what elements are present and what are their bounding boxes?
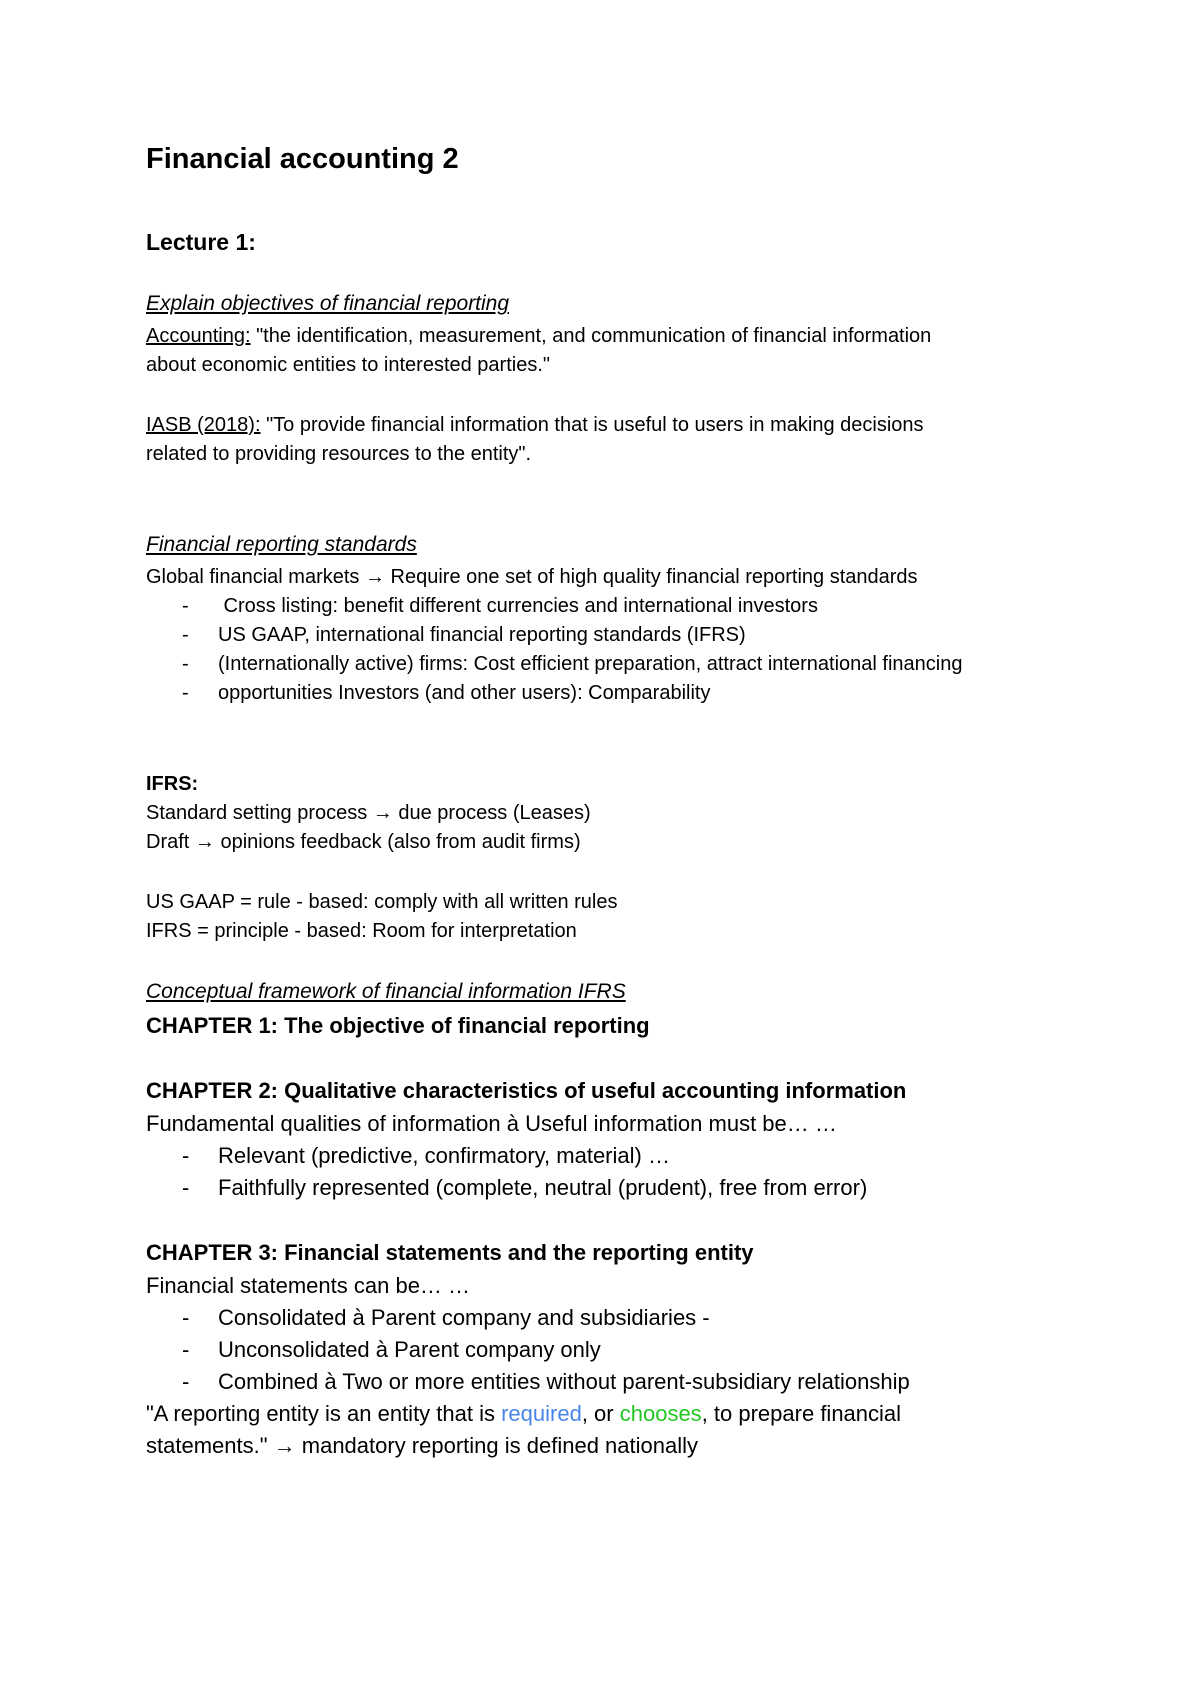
iasb-label: IASB (2018): (146, 414, 261, 436)
list-item-text: US GAAP, international financial reporting standards (IFRS) (218, 624, 746, 646)
framework-heading: Conceptual framework of financial information IFRS (146, 980, 626, 1003)
accounting-label: Accounting: (146, 325, 251, 347)
chapter-2-heading: CHAPTER 2: Qualitative characteristics of useful accounting information (146, 1078, 907, 1103)
quote-text: , to prepare financial (701, 1401, 902, 1426)
ifrs-line: IFRS = principle - based: Room for interpretation (146, 920, 577, 942)
chapter-2-intro: Fundamental qualities of information à Useful information must be… … (146, 1111, 837, 1136)
iasb-definition (146, 411, 924, 440)
list-item-text: Relevant (predictive, confirmatory, material) … (218, 1143, 670, 1168)
standards-heading: Financial reporting standards (146, 533, 417, 556)
reporting-entity-quote (146, 1398, 901, 1430)
chapter-3-intro: Financial statements can be… … (146, 1273, 471, 1298)
standards-intro: Global financial markets → Require one set of high quality financial reporting standards (146, 566, 918, 588)
ifrs-line: US GAAP = rule - based: comply with all written rules (146, 891, 618, 913)
chapter-3-heading: CHAPTER 3: Financial statements and the reporting entity (146, 1240, 754, 1265)
ifrs-line: Draft → opinions feedback (also from audit firms) (146, 831, 581, 853)
iasb-text: "To provide financial information that is useful to users in making decisions (260, 414, 924, 436)
quote-required: required (501, 1401, 582, 1426)
lecture-heading: Lecture 1: (146, 229, 256, 255)
quote-chooses: chooses (619, 1401, 702, 1426)
document-title: Financial accounting 2 (146, 143, 459, 175)
list-item-text: Unconsolidated à Parent company only (218, 1337, 601, 1362)
list-item-text: Faithfully represented (complete, neutral (prudent), free from error) (218, 1175, 868, 1200)
chapter-1-heading: CHAPTER 1: The objective of financial reporting (146, 1013, 650, 1038)
accounting-definition-cont: about economic entities to interested parties." (146, 354, 550, 376)
list-item-text: (Internationally active) firms: Cost efficient preparation, attract international financing (218, 653, 963, 675)
list-item-text: Consolidated à Parent company and subsidiaries - (218, 1305, 710, 1330)
ifrs-heading: IFRS: (146, 773, 199, 795)
accounting-text: "the identification, measurement, and communication of financial information (250, 325, 932, 347)
iasb-definition-cont: related to providing resources to the entity". (146, 443, 532, 465)
reporting-entity-quote-cont: statements." → mandatory reporting is defined nationally (146, 1433, 698, 1458)
quote-text: "A reporting entity is an entity that is (146, 1401, 502, 1426)
list-item-text: opportunities Investors (and other users): Comparability (218, 682, 711, 704)
accounting-definition (146, 322, 931, 351)
ifrs-line: Standard setting process → due process (Leases) (146, 802, 591, 824)
quote-text: , or (581, 1401, 620, 1426)
list-item-text: Cross listing: benefit different currencies and international investors (218, 595, 818, 617)
list-item-text: Combined à Two or more entities without parent-subsidiary relationship (218, 1369, 910, 1394)
objectives-heading: Explain objectives of financial reporting (146, 292, 510, 315)
